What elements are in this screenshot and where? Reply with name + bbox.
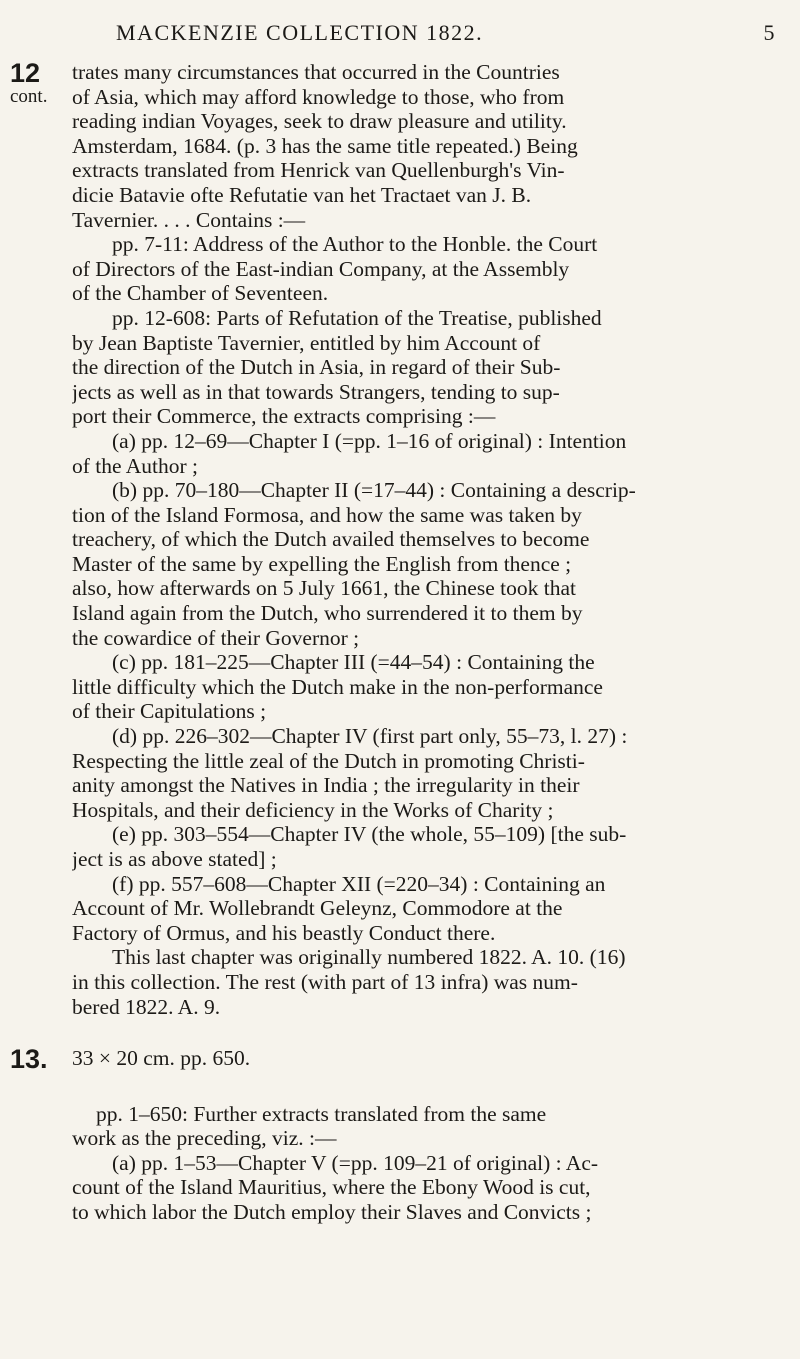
text-line: Hospitals, and their deficiency in the Works of Charity ; xyxy=(72,797,554,822)
text-line: count of the Island Mauritius, where the Ebony Wood is cut, xyxy=(72,1175,591,1200)
text-line: (f) pp. 557–608—Chapter XII (=220–34) : Containing an xyxy=(112,871,606,896)
text-line: Account of Mr. Wollebrandt Geleynz, Commodore at the xyxy=(72,896,563,921)
text-line: little difficulty which the Dutch make in the non-performance xyxy=(72,674,603,699)
text-line: of Asia, which may afford knowledge to those, who from xyxy=(72,84,565,109)
text-line: Respecting the little zeal of the Dutch in promoting Christi- xyxy=(72,748,585,773)
text-line: extracts translated from Henrick van Quellenburgh's Vin- xyxy=(72,158,565,183)
text-line: bered 1822. A. 9. xyxy=(72,994,221,1019)
text-line: of the Author ; xyxy=(72,453,198,478)
text-line: the cowardice of their Governor ; xyxy=(72,625,360,650)
text-line: Amsterdam, 1684. (p. 3 has the same title repeated.) Being xyxy=(72,133,578,158)
running-head xyxy=(96,20,776,46)
text-line: (c) pp. 181–225—Chapter III (=44–54) : Containing the xyxy=(112,650,595,675)
continued-label: cont. xyxy=(10,86,48,107)
text-line: the direction of the Dutch in Asia, in regard of their Sub- xyxy=(72,355,561,380)
text-line: (e) pp. 303–554—Chapter IV (the whole, 55–109) [the sub- xyxy=(112,822,627,847)
text-line: This last chapter was originally numbered 1822. A. 10. (16) xyxy=(112,945,626,970)
text-line: Tavernier. . . . Contains :— xyxy=(72,207,306,232)
entry-number-13: 13. xyxy=(10,1044,48,1074)
text-line: by Jean Baptiste Tavernier, entitled by him Account of xyxy=(72,330,541,355)
entry-number-12: 12 xyxy=(10,58,41,88)
text-line: Factory of Ormus, and his beastly Conduct there. xyxy=(72,920,496,945)
text-line xyxy=(72,1071,790,1102)
text-line: Island again from the Dutch, who surrendered it to them by xyxy=(72,601,583,626)
text-line: Master of the same by expelling the English from thence ; xyxy=(72,551,572,576)
text-line: tion of the Island Formosa, and how the same was taken by xyxy=(72,502,582,527)
text-line: to which labor the Dutch employ their Slaves and Convicts ; xyxy=(72,1199,592,1224)
text-line: port their Commerce, the extracts comprising :— xyxy=(72,404,496,429)
text-line: pp. 7-11: Address of the Author to the Honble. the Court xyxy=(112,232,598,257)
text-line: of their Capitulations ; xyxy=(72,699,267,724)
entry-13-text xyxy=(72,1046,790,1225)
page-number: 5 xyxy=(763,20,776,45)
text-line: also, how afterwards on 5 July 1661, the Chinese took that xyxy=(72,576,576,601)
text-line: jects as well as in that towards Strangers, tending to sup- xyxy=(72,379,560,404)
entry-12-text xyxy=(72,60,790,1019)
text-line: in this collection. The rest (with part of 13 infra) was num- xyxy=(72,969,578,994)
text-line: 33 × 20 cm. pp. 650. xyxy=(72,1046,251,1070)
text-line: (a) pp. 1–53—Chapter V (=pp. 109–21 of original) : Ac- xyxy=(112,1150,599,1175)
running-title: MACKENZIE COLLECTION 1822. xyxy=(116,20,484,45)
text-line: dicie Batavie ofte Refutatie van het Tractaet van J. B. xyxy=(72,182,532,207)
text-line: reading indian Voyages, seek to draw pleasure and utility. xyxy=(72,109,567,134)
text-line: (a) pp. 12–69—Chapter I (=pp. 1–16 of original) : Intention xyxy=(112,428,627,453)
text-line: anity amongst the Natives in India ; the irregularity in their xyxy=(72,773,580,798)
text-line: (d) pp. 226–302—Chapter IV (first part only, 55–73, l. 27) : xyxy=(112,724,628,749)
text-line: pp. 12-608: Parts of Refutation of the Treatise, published xyxy=(112,305,602,330)
text-line: of the Chamber of Seventeen. xyxy=(72,281,329,306)
text-line: treachery, of which the Dutch availed themselves to become xyxy=(72,527,590,552)
text-line: trates many circumstances that occurred in the Countries xyxy=(72,60,560,84)
text-line: work as the preceding, viz. :— xyxy=(72,1126,337,1151)
text-line: ject is as above stated] ; xyxy=(72,847,277,871)
text-line: (b) pp. 70–180—Chapter II (=17–44) : Containing a descrip- xyxy=(112,478,636,503)
text-line: of Directors of the East-indian Company, at the Assembly xyxy=(72,256,570,281)
text-line: pp. 1–650: Further extracts translated from the same xyxy=(96,1101,547,1126)
